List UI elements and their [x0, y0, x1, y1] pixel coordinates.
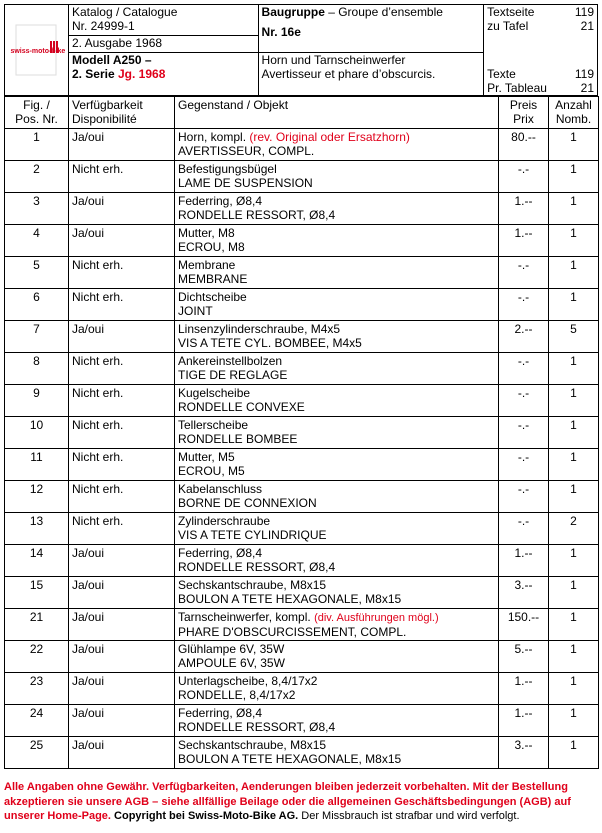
cell-quantity: 1: [549, 161, 599, 193]
cell-price: -.-: [499, 257, 549, 289]
cell-price: 3.--: [499, 577, 549, 609]
table-row: [5, 353, 599, 385]
cell-quantity: 1: [549, 737, 599, 769]
cell-quantity: 1: [549, 353, 599, 385]
cell-quantity: 1: [549, 193, 599, 225]
col-header-price-fr: Prix: [513, 112, 534, 126]
cell-quantity: 1: [549, 225, 599, 257]
object-name-de: Horn, kompl.: [178, 130, 247, 144]
table-row: [5, 481, 599, 513]
cell-availability: Nicht erh.: [69, 449, 175, 481]
object-line-de: [178, 418, 495, 432]
object-name-de: Kugelscheibe: [178, 386, 251, 400]
cell-object: [175, 609, 499, 641]
cell-quantity: 1: [549, 705, 599, 737]
cell-object: [175, 481, 499, 513]
cell-availability: Nicht erh.: [69, 161, 175, 193]
cell-availability: Ja/oui: [69, 577, 175, 609]
catalog-label: Katalog / Catalogue: [71, 5, 178, 19]
object-name-fr: PHARE D'OBSCURCISSEMENT, COMPL.: [178, 625, 407, 639]
cell-quantity: 1: [549, 449, 599, 481]
table-row: [5, 193, 599, 225]
pr-tableau-value: 21: [580, 80, 594, 95]
zu-tafel-label: zu Tafel: [487, 19, 529, 33]
table-row: [5, 257, 599, 289]
object-line-de: [178, 386, 495, 400]
object-name-fr: LAME DE SUSPENSION: [178, 176, 313, 190]
cell-object: [175, 641, 499, 673]
parts-table: [4, 96, 599, 769]
textseite-label: Textseite: [487, 5, 535, 19]
cell-position: 15: [5, 577, 69, 609]
object-name-fr: RONDELLE BOMBEE: [178, 432, 298, 446]
object-name-de: Tarnscheinwerfer, kompl.: [178, 610, 311, 624]
object-line-de: [178, 194, 495, 208]
group-number: Nr. 16e: [261, 25, 301, 39]
object-name-de: Sechskantschraube, M8x15: [178, 738, 327, 752]
object-name-fr: BOULON A TETE HEXAGONALE, M8x15: [178, 592, 402, 606]
cell-position: 4: [5, 225, 69, 257]
group-label-fr: – Groupe d’ensemble: [324, 5, 443, 19]
footer-disclaimer-text: Alle Angaben ohne Gewähr. Verfügbarkeiten, Aenderungen bleiben jederzeit vorbehalten. Mit der Bestellung akzeptieren sie unsere AGB – siehe allfällige Beilage oder die allgemeinen Geschäftsbedingungen (AGB) auf unserer Home-Page.: [4, 781, 571, 822]
cell-availability: Nicht erh.: [69, 289, 175, 321]
object-name-de: Linsenzylinderschraube, M4x5: [178, 322, 341, 336]
cell-availability: Ja/oui: [69, 225, 175, 257]
cell-price: 150.--: [499, 609, 549, 641]
cell-object: [175, 385, 499, 417]
cell-position: 7: [5, 321, 69, 353]
cell-price: 2.--: [499, 321, 549, 353]
cell-availability: Ja/oui: [69, 193, 175, 225]
text-page-cell: [484, 5, 598, 53]
col-header-qty-fr: Nomb.: [555, 112, 592, 126]
object-name-de: Membrane: [178, 258, 236, 272]
cell-availability: Nicht erh.: [69, 257, 175, 289]
cell-position: 12: [5, 481, 69, 513]
cell-availability: Ja/oui: [69, 129, 175, 161]
object-line-de: [178, 546, 495, 560]
table-row: [5, 705, 599, 737]
object-name-fr: RONDELLE RESSORT, Ø8,4: [178, 560, 336, 574]
cell-object: [175, 289, 499, 321]
object-name-de: Sechskantschraube, M8x15: [178, 578, 327, 592]
cell-availability: Nicht erh.: [69, 353, 175, 385]
cell-availability: Ja/oui: [69, 673, 175, 705]
cell-price: 80.--: [499, 129, 549, 161]
col-header-price: [499, 97, 549, 129]
table-header-row: [5, 97, 599, 129]
table-row: [5, 609, 599, 641]
cell-object: [175, 321, 499, 353]
cell-object: [175, 161, 499, 193]
cell-quantity: 1: [549, 257, 599, 289]
cell-position: 23: [5, 673, 69, 705]
cell-quantity: 2: [549, 513, 599, 545]
table-row: [5, 225, 599, 257]
cell-object: [175, 673, 499, 705]
col-header-avail-fr: Disponibilité: [72, 112, 137, 126]
object-name-fr: TIGE DE REGLAGE: [178, 368, 288, 382]
object-name-de: Unterlagscheibe, 8,4/17x2: [178, 674, 318, 688]
object-line-de: [178, 130, 495, 144]
cell-quantity: 1: [549, 609, 599, 641]
cell-object: [175, 417, 499, 449]
cell-availability: Ja/oui: [69, 321, 175, 353]
cell-availability: Nicht erh.: [69, 481, 175, 513]
texte-label: Texte: [487, 66, 516, 81]
col-header-avail-de: Verfügbarkeit: [72, 98, 143, 112]
object-line-de: [178, 162, 495, 176]
cell-object: [175, 353, 499, 385]
object-note: (div. Ausführungen mögl.): [314, 612, 439, 624]
cell-availability: Nicht erh.: [69, 417, 175, 449]
cell-price: -.-: [499, 385, 549, 417]
object-name-de: Befestigungsbügel: [178, 162, 277, 176]
col-header-quantity: [549, 97, 599, 129]
cell-position: 5: [5, 257, 69, 289]
col-header-price-de: Preis: [509, 98, 538, 112]
cell-quantity: 5: [549, 321, 599, 353]
cell-object: [175, 257, 499, 289]
col-header-qty-de: Anzahl: [555, 98, 592, 112]
object-line-de: [178, 642, 495, 656]
cell-object: [175, 193, 499, 225]
col-header-object-label: Gegenstand / Objekt: [178, 98, 289, 112]
swiss-moto-bike-logo: [10, 19, 66, 81]
object-line-de: [178, 258, 495, 272]
cell-price: 1.--: [499, 705, 549, 737]
object-name-fr: RONDELLE CONVEXE: [178, 400, 305, 414]
cell-position: 25: [5, 737, 69, 769]
group-label: Baugruppe: [261, 5, 325, 19]
object-name-de: Mutter, M8: [178, 226, 235, 240]
object-name-fr: RONDELLE, 8,4/17x2: [178, 688, 296, 702]
cell-price: -.-: [499, 353, 549, 385]
object-name-fr: VIS A TETE CYLINDRIQUE: [178, 528, 327, 542]
object-name-fr: BORNE DE CONNEXION: [178, 496, 317, 510]
cell-position: 1: [5, 129, 69, 161]
cell-quantity: 1: [549, 577, 599, 609]
table-row: [5, 385, 599, 417]
catalog-header: [4, 4, 598, 96]
object-name-fr: AVERTISSEUR, COMPL.: [178, 144, 315, 158]
object-name-fr: AMPOULE 6V, 35W: [178, 656, 285, 670]
table-row: [5, 129, 599, 161]
group-label-cell: [258, 5, 484, 53]
cell-availability: Ja/oui: [69, 705, 175, 737]
cell-price: 3.--: [499, 737, 549, 769]
cell-price: -.-: [499, 481, 549, 513]
group-title-fr: Avertisseur et phare d’obscurcis.: [261, 67, 436, 81]
cell-quantity: 1: [549, 289, 599, 321]
texte-value: 119: [574, 66, 594, 81]
cell-position: 22: [5, 641, 69, 673]
pr-tableau-label: Pr. Tableau: [487, 80, 547, 95]
textseite-value: 119: [574, 5, 594, 19]
edition-cell: [68, 36, 258, 53]
table-row: [5, 449, 599, 481]
object-name-de: Kabelanschluss: [178, 482, 263, 496]
cell-position: 14: [5, 545, 69, 577]
zu-tafel-value: 21: [580, 19, 594, 33]
edition: 2. Ausgabe 1968: [71, 36, 163, 50]
table-row: [5, 161, 599, 193]
cell-quantity: 1: [549, 385, 599, 417]
cell-quantity: 1: [549, 673, 599, 705]
object-name-fr: RONDELLE RESSORT, Ø8,4: [178, 720, 336, 734]
footer-disclaimer: [4, 780, 600, 824]
table-row: [5, 641, 599, 673]
cell-object: [175, 449, 499, 481]
cell-position: 21: [5, 609, 69, 641]
table-row: [5, 513, 599, 545]
cell-position: 2: [5, 161, 69, 193]
cell-availability: Ja/oui: [69, 641, 175, 673]
cell-position: 9: [5, 385, 69, 417]
object-name-de: Federring, Ø8,4: [178, 194, 263, 208]
object-name-fr: JOINT: [178, 304, 213, 318]
cell-position: 6: [5, 289, 69, 321]
table-row: [5, 417, 599, 449]
footer-misuse: Der Missbrauch ist strafbar und wird verfolgt.: [301, 810, 520, 822]
series-line: 2. Serie: [71, 67, 115, 81]
cell-price: 5.--: [499, 641, 549, 673]
object-name-de: Mutter, M5: [178, 450, 235, 464]
cell-price: -.-: [499, 449, 549, 481]
cell-availability: Nicht erh.: [69, 385, 175, 417]
object-name-fr: ECROU, M5: [178, 464, 245, 478]
table-row: [5, 673, 599, 705]
texte-cell: [484, 53, 598, 96]
table-row: [5, 289, 599, 321]
cell-price: 1.--: [499, 225, 549, 257]
table-row: [5, 577, 599, 609]
object-line-de: [178, 290, 495, 304]
cell-price: -.-: [499, 513, 549, 545]
logo-cell: [5, 5, 69, 96]
object-line-de: [178, 226, 495, 240]
object-name-fr: ECROU, M8: [178, 240, 245, 254]
cell-availability: Ja/oui: [69, 737, 175, 769]
object-name-fr: RONDELLE RESSORT, Ø8,4: [178, 208, 336, 222]
cell-price: -.-: [499, 161, 549, 193]
col-header-availability: [69, 97, 175, 129]
object-line-de: [178, 514, 495, 528]
object-name-de: Ankereinstellbolzen: [178, 354, 283, 368]
cell-quantity: 1: [549, 129, 599, 161]
object-name-de: Federring, Ø8,4: [178, 706, 263, 720]
object-name-de: Dichtscheibe: [178, 290, 247, 304]
object-line-de: [178, 610, 495, 625]
cell-quantity: 1: [549, 641, 599, 673]
object-name-de: Zylinderschraube: [178, 514, 271, 528]
col-header-pos: Pos. Nr.: [15, 112, 58, 126]
object-name-de: Glühlampe 6V, 35W: [178, 642, 285, 656]
cell-position: 10: [5, 417, 69, 449]
cell-quantity: 1: [549, 545, 599, 577]
object-line-de: [178, 482, 495, 496]
col-header-object: [175, 97, 499, 129]
object-name-fr: VIS A TETE CYL. BOMBEE, M4x5: [178, 336, 362, 350]
object-line-de: [178, 674, 495, 688]
cell-object: [175, 225, 499, 257]
cell-quantity: 1: [549, 417, 599, 449]
object-name-de: Tellerscheibe: [178, 418, 249, 432]
table-row: [5, 321, 599, 353]
cell-object: [175, 129, 499, 161]
cell-price: -.-: [499, 417, 549, 449]
cell-price: -.-: [499, 289, 549, 321]
cell-position: 24: [5, 705, 69, 737]
object-name-de: Federring, Ø8,4: [178, 546, 263, 560]
cell-position: 8: [5, 353, 69, 385]
cell-availability: Ja/oui: [69, 545, 175, 577]
model-line: Modell A250 –: [71, 53, 152, 67]
group-title-cell: [258, 53, 484, 96]
object-line-de: [178, 738, 495, 752]
object-line-de: [178, 578, 495, 592]
object-note: (rev. Original oder Ersatzhorn): [249, 130, 410, 144]
object-name-fr: MEMBRANE: [178, 272, 248, 286]
object-line-de: [178, 322, 495, 336]
model-cell: [68, 53, 258, 96]
footer-copyright: Copyright bei Swiss-Moto-Bike AG.: [114, 810, 299, 822]
cell-object: [175, 513, 499, 545]
col-header-position: [5, 97, 69, 129]
cell-price: 1.--: [499, 545, 549, 577]
series-year: Jg. 1968: [118, 67, 166, 81]
group-title-de: Horn und Tarnscheinwerfer: [261, 53, 406, 67]
cell-availability: Nicht erh.: [69, 513, 175, 545]
table-row: [5, 737, 599, 769]
cell-position: 3: [5, 193, 69, 225]
cell-position: 11: [5, 449, 69, 481]
object-line-de: [178, 354, 495, 368]
col-header-fig: Fig. /: [23, 98, 50, 112]
catalog-number: Nr. 24999-1: [71, 19, 135, 33]
catalog-number-cell: [68, 5, 258, 36]
logo-text: swiss-moto-bike: [10, 47, 66, 55]
cell-price: 1.--: [499, 193, 549, 225]
object-line-de: [178, 706, 495, 720]
object-line-de: [178, 450, 495, 464]
cell-object: [175, 705, 499, 737]
object-name-fr: BOULON A TETE HEXAGONALE, M8x15: [178, 752, 402, 766]
cell-price: 1.--: [499, 673, 549, 705]
table-row: [5, 545, 599, 577]
cell-position: 13: [5, 513, 69, 545]
cell-availability: Ja/oui: [69, 609, 175, 641]
cell-quantity: 1: [549, 481, 599, 513]
cell-object: [175, 577, 499, 609]
cell-object: [175, 545, 499, 577]
cell-object: [175, 737, 499, 769]
